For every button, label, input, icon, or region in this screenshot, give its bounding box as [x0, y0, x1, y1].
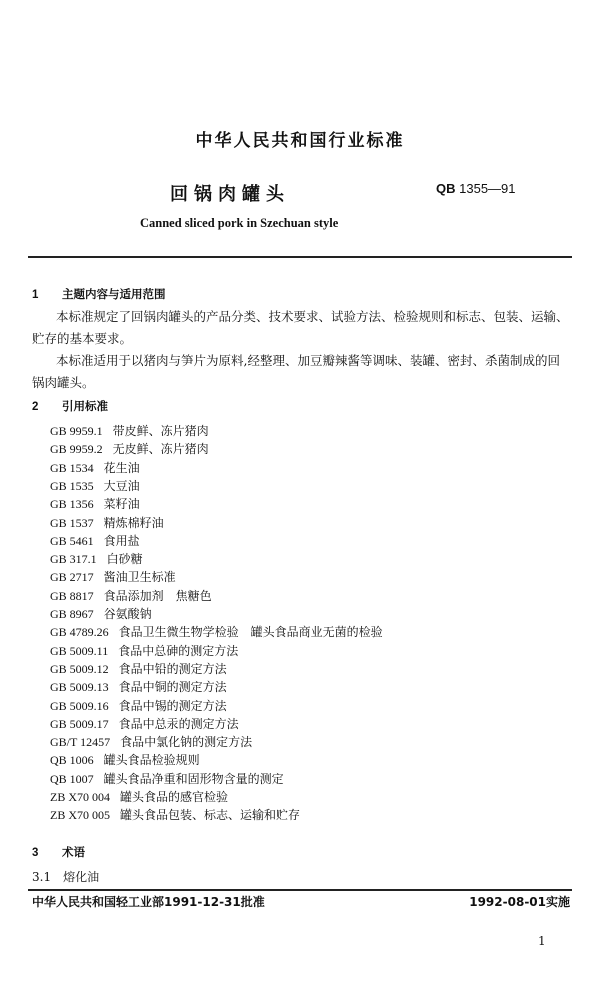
reference-code: GB 8967 — [50, 607, 94, 621]
reference-code: GB 5009.13 — [50, 680, 109, 695]
reference-title: 罐头食品净重和固形物含量的测定 — [103, 771, 284, 786]
reference-title: 罐头食品包装、标志、运输和贮存 — [120, 808, 301, 823]
section-2-heading-text: 引用标准 — [62, 399, 108, 413]
reference-title: 食品中锡的测定方法 — [118, 698, 227, 713]
reference-code: GB 5009.12 — [50, 661, 109, 676]
section-3-number: 3 — [32, 847, 39, 859]
reference-title: 食品卫生微生物学检验 罐头食品商业无菌的检验 — [118, 625, 383, 640]
reference-item — [50, 642, 238, 659]
reference-item — [50, 440, 209, 457]
section-2-number: 2 — [32, 401, 39, 413]
reference-title: 食品中氯化钠的测定方法 — [120, 735, 253, 750]
reference-title: 精炼棉籽油 — [103, 515, 164, 530]
reference-item — [50, 532, 140, 549]
reference-title: 白砂糖 — [106, 552, 143, 567]
reference-code: ZB X70 005 — [50, 808, 110, 823]
reference-title: 无皮鲜、冻片猪肉 — [112, 442, 209, 457]
reference-code: GB 1537 — [50, 515, 94, 530]
standard-category-title: 中华人民共和国行业标准 — [195, 131, 405, 151]
reference-title: 带皮鲜、冻片猪肉 — [112, 424, 209, 438]
reference-code: QB 1007 — [50, 771, 94, 786]
section-1-number: 1 — [32, 289, 39, 301]
reference-item — [50, 770, 284, 787]
reference-title: 罐头食品检验规则 — [103, 753, 200, 768]
reference-title: 谷氨酸钠 — [103, 607, 152, 621]
subsection-3-1-heading: 熔化油 — [63, 870, 100, 884]
reference-title: 菜籽油 — [103, 497, 140, 512]
reference-title: 食品中总汞的测定方法 — [118, 716, 239, 731]
reference-code: GB 317.1 — [50, 552, 97, 567]
header-divider — [28, 256, 572, 258]
reference-title: 花生油 — [103, 460, 140, 475]
document-number-value: 1355—91 — [459, 181, 516, 196]
reference-code: GB 5009.16 — [50, 698, 109, 713]
reference-item — [50, 459, 140, 476]
reference-title: 食用盐 — [103, 533, 140, 548]
reference-item — [50, 788, 228, 805]
reference-item — [50, 514, 164, 531]
reference-item — [50, 495, 140, 512]
reference-title: 食品中总砷的测定方法 — [118, 643, 239, 658]
reference-code: GB 1356 — [50, 497, 94, 512]
section-1-heading — [32, 286, 166, 302]
issuer-approval: 中华人民共和国轻工业部1991-12-31批准 — [32, 895, 265, 909]
reference-code: GB/T 12457 — [50, 735, 111, 750]
section-3-heading — [32, 844, 85, 860]
section-1-paragraph-2: 本标准适用于以猪肉与笋片为原料,经整理、加豆瓣辣酱等调味、装罐、密封、杀菌制成的回锅肉罐头。 — [32, 353, 560, 390]
reference-item — [50, 623, 383, 640]
document-english-title: Canned sliced pork in Szechuan style — [140, 216, 339, 230]
reference-item — [50, 550, 143, 567]
reference-item — [50, 660, 227, 677]
document-number-prefix: QB — [436, 181, 456, 196]
reference-title: 食品中铜的测定方法 — [118, 680, 227, 695]
subsection-3-1 — [32, 868, 99, 885]
reference-title: 食品添加剂 焦糖色 — [103, 588, 212, 603]
reference-item — [50, 751, 200, 768]
reference-item — [50, 715, 239, 732]
reference-item — [50, 605, 152, 622]
reference-code: GB 8817 — [50, 588, 94, 603]
reference-item — [50, 806, 300, 823]
section-1-heading-text: 主题内容与适用范围 — [62, 287, 166, 301]
reference-title: 大豆油 — [103, 478, 140, 493]
reference-title: 酱油卫生标准 — [103, 570, 176, 585]
reference-code: GB 5009.17 — [50, 716, 109, 731]
reference-code: GB 1534 — [50, 460, 94, 475]
reference-item — [50, 422, 209, 439]
reference-item — [50, 678, 227, 695]
reference-item — [50, 568, 176, 585]
section-1-paragraph-1: 本标准规定了回锅肉罐头的产品分类、技术要求、试验方法、检验规则和标志、包装、运输、贮存的基本要求。 — [32, 309, 569, 346]
reference-code: ZB X70 004 — [50, 790, 110, 804]
reference-code: GB 5009.11 — [50, 643, 109, 658]
section-2-heading — [32, 398, 108, 414]
document-number — [436, 181, 516, 196]
reference-code: GB 4789.26 — [50, 625, 109, 640]
reference-item — [50, 587, 212, 604]
reference-code: GB 1535 — [50, 478, 94, 493]
reference-code: GB 9959.2 — [50, 442, 103, 457]
reference-code: GB 9959.1 — [50, 424, 103, 438]
reference-code: GB 5461 — [50, 533, 94, 548]
reference-code: QB 1006 — [50, 753, 94, 768]
footer-divider — [28, 889, 572, 891]
reference-code: GB 2717 — [50, 570, 94, 585]
subsection-3-1-number: 3.1 — [32, 870, 52, 884]
document-title: 回锅肉罐头 — [170, 184, 290, 205]
reference-title: 罐头食品的感官检验 — [120, 790, 229, 804]
page-number: 1 — [538, 934, 546, 948]
effective-date: 1992-08-01实施 — [469, 895, 570, 909]
section-3-heading-text: 术语 — [62, 845, 85, 859]
reference-item — [50, 477, 140, 494]
reference-title: 食品中铅的测定方法 — [118, 661, 227, 676]
reference-item — [50, 733, 252, 750]
reference-item — [50, 697, 227, 714]
